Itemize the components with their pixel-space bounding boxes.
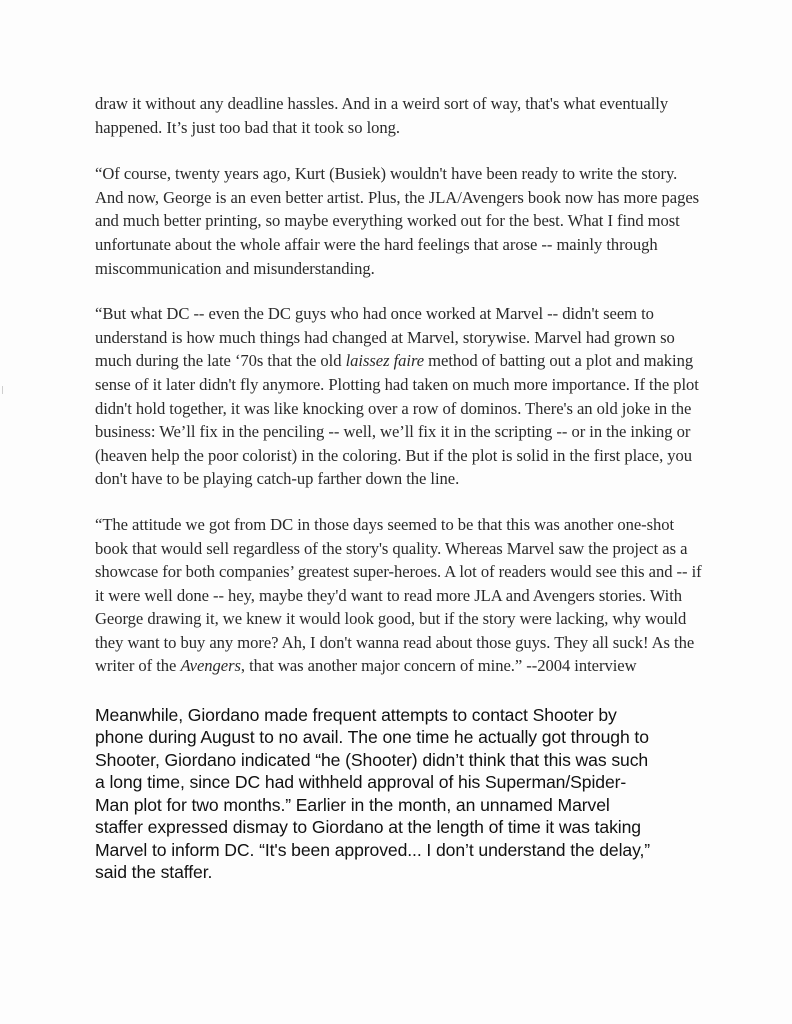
paragraph-3-italic-term: laissez faire [345, 351, 425, 371]
paragraph-3 [95, 302, 705, 491]
paragraph-4-italic-title: Avengers [180, 656, 241, 676]
paragraph-3-text-before: “But what DC -- even the DC guys who had once worked at Marvel -- didn't seem to understand is how much things had changed at Marvel, storywise. Marvel had grown so much during the late ‘70s that the old [95, 304, 675, 371]
paragraph-2: “Of course, twenty years ago, Kurt (Busiek) wouldn't have been ready to write the story. And now, George is an even better artist. Plus, the JLA/Avengers book now has more pages and much better printing, so maybe everything worked out for the best. What I find most unfortunate about the whole affair were the hard feelings that arose -- mainly through miscommunication and misunderstanding. [95, 164, 700, 278]
document-body [95, 92, 705, 883]
paragraph-4-text-before: “The attitude we got from DC in those days seemed to be that this was another one-shot book that would sell regardless of the story's quality. Whereas Marvel saw the project as a showcase for both companies’ greatest super-heroes. A lot of readers would see this and -- if it were well done -- hey, maybe they'd want to read more JLA and Avengers stories. With George drawing it, we knew it would look good, but if the story were lacking, why would they want to buy any more? Ah, I don't wanna read about those guys. They all suck! As the writer of the [95, 514, 702, 676]
paragraph-4 [95, 513, 705, 678]
paragraph-5: Meanwhile, Giordano made frequent attempts to contact Shooter by phone during August to no avail. The one time he actually got through to Shooter, Giordano indicated “he (Shooter) didn’t think that this was such a long time, since DC had withheld approval of his Superman/Spider-Man plot for two months.” Earlier in the month, an unnamed Marvel staffer expressed dismay to Giordano at the length of time it was taking Marvel to inform DC. “It's been approved... I don’t understand the delay,” said the staffer. [95, 705, 651, 882]
paragraph-4-text-after: , that was another major concern of mine.” --2004 interview [240, 656, 637, 676]
scan-mark [2, 386, 3, 394]
paragraph-3-text-after: method of batting out a plot and making sense of it later didn't fly anymore. Plotting had taken on much more importance. If the plot didn't hold together, it was like knocking over a row of dominos. There's an old joke in the business: We’ll fix in the penciling -- well, we’ll fix it in the scripting -- or in the inking or (heaven help the poor colorist) in the coloring. But if the plot is solid in the first place, you don't have to be playing catch-up farther down the line. [95, 351, 699, 489]
paragraph-1: draw it without any deadline hassles. And in a weird sort of way, that's what eventually happened. It’s just too bad that it took so long. [95, 94, 669, 137]
